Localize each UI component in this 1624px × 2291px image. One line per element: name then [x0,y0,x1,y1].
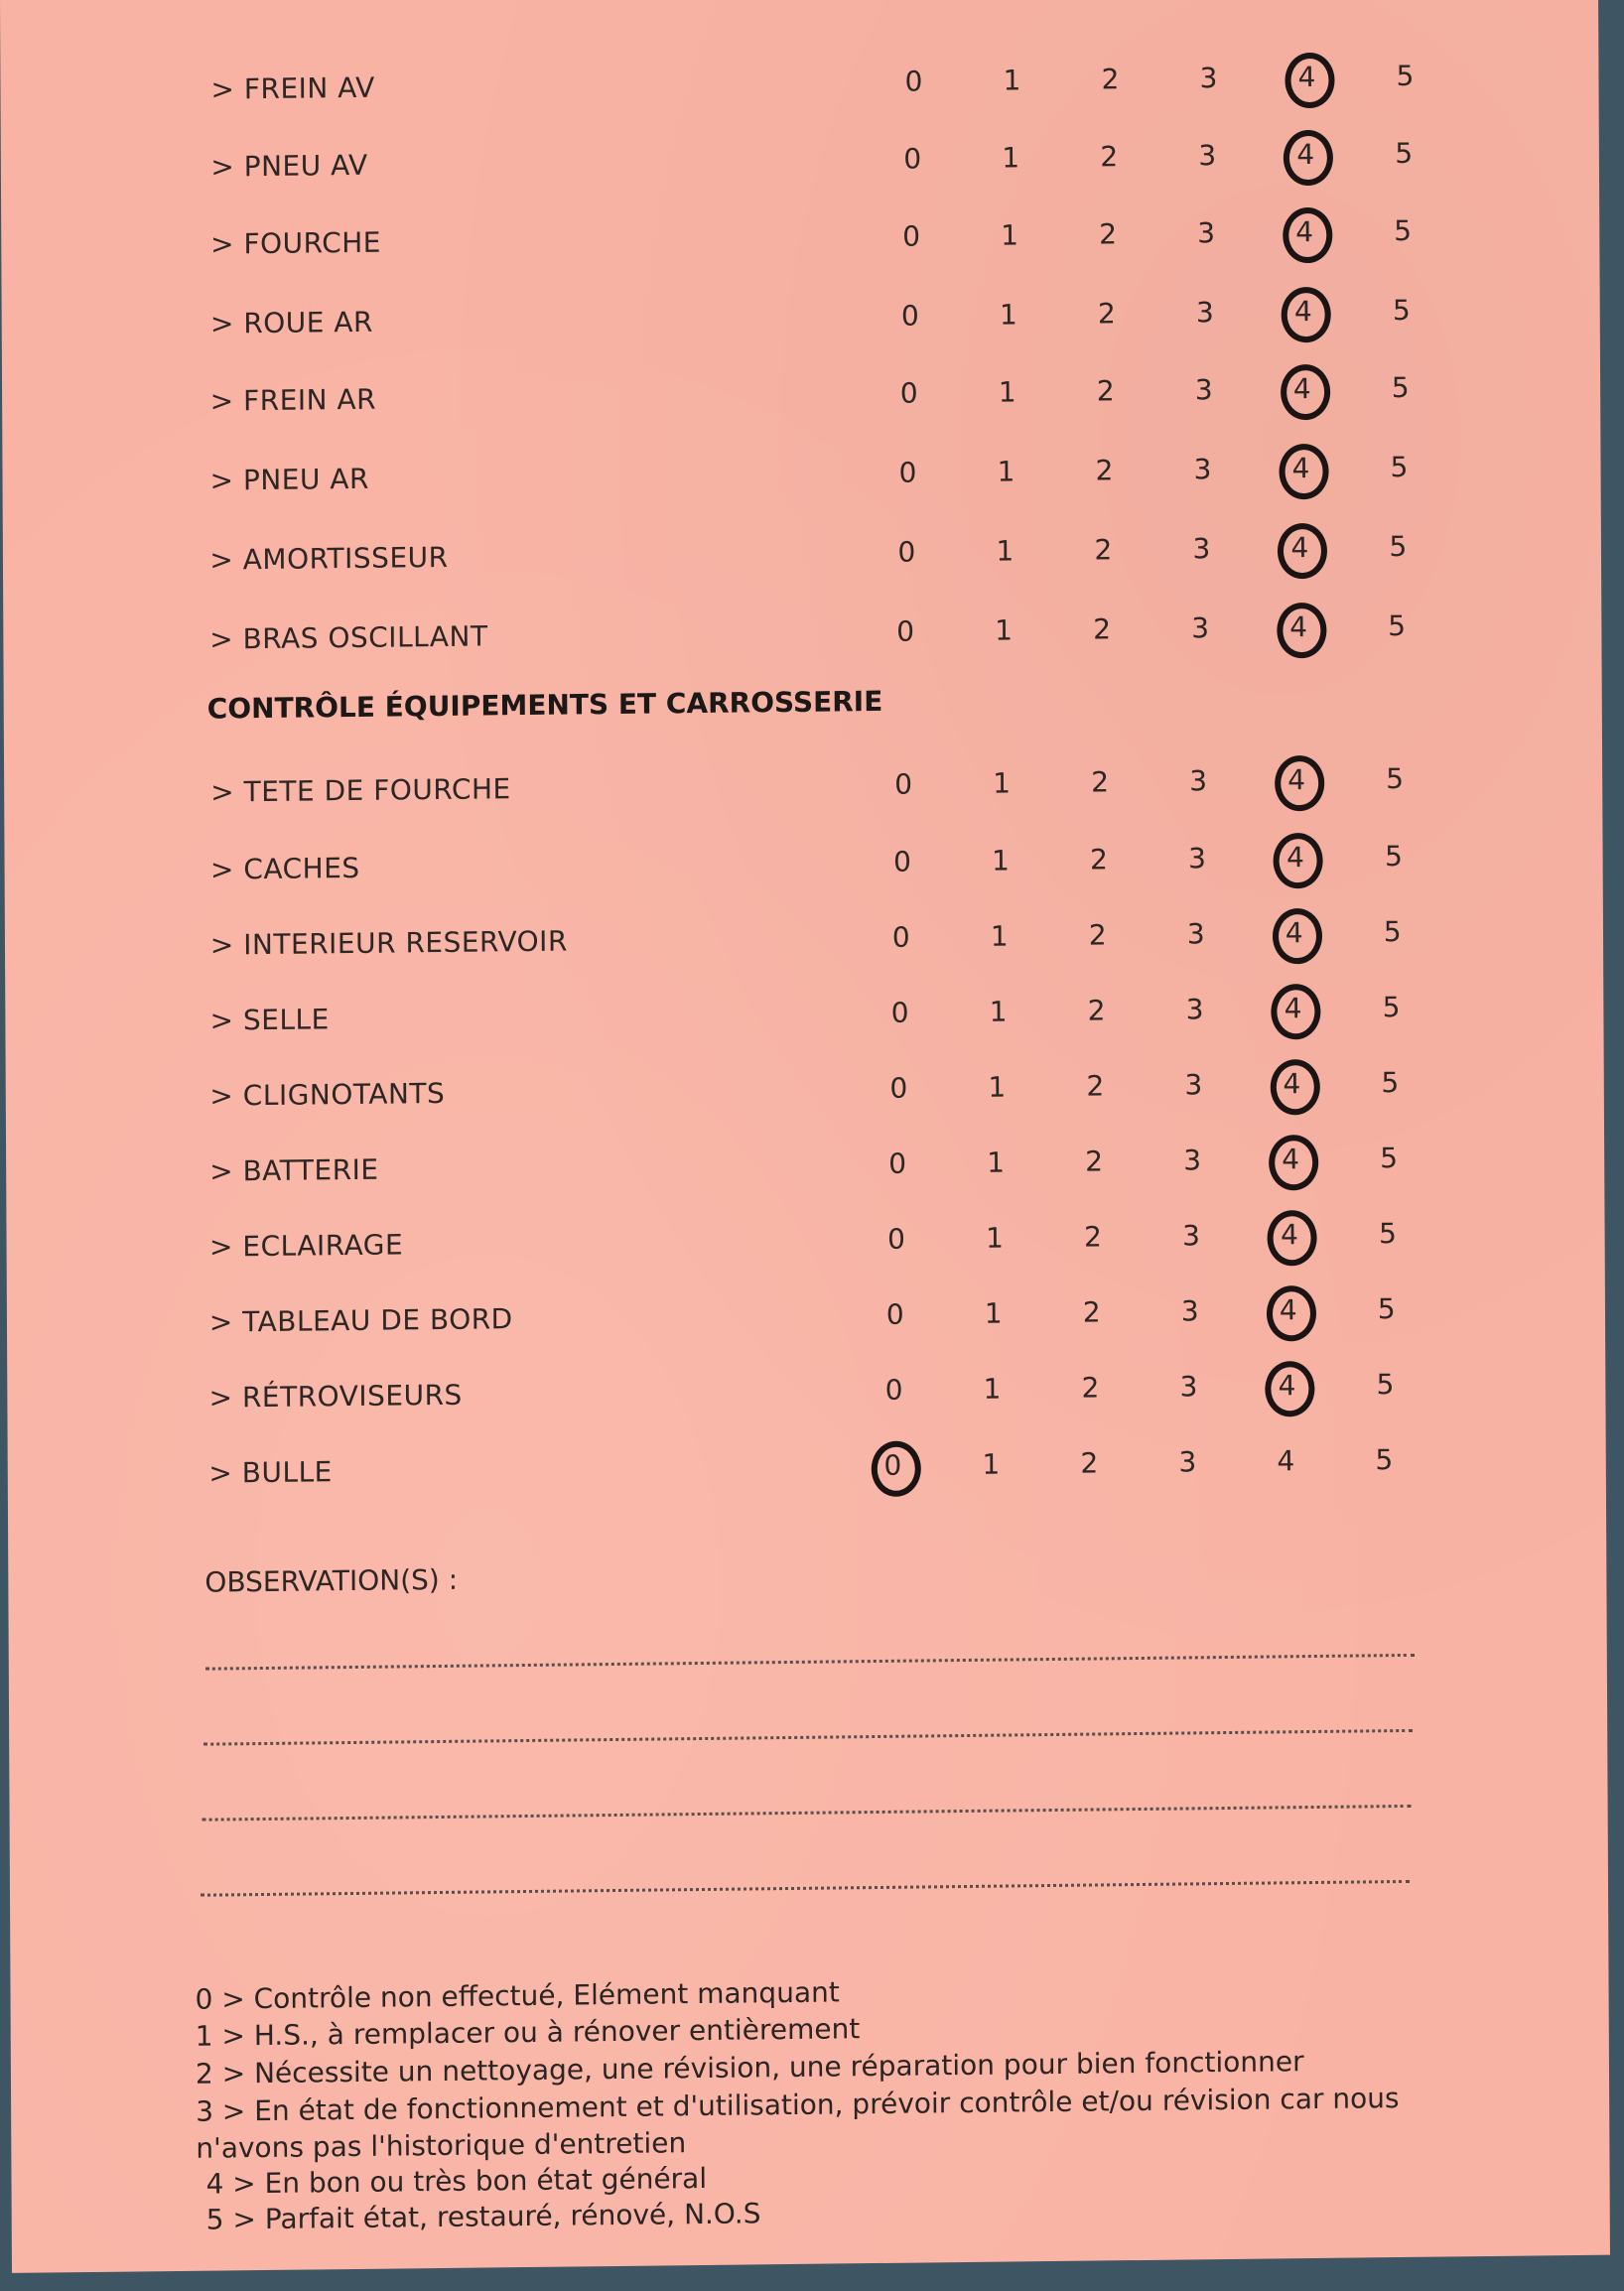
legend-line-6: 5 > Parfait état, restauré, rénové, N.O.S [205,2197,761,2236]
score-option-5[interactable]: 5 [1375,1443,1394,1477]
score-option-3[interactable]: 3 [1178,1445,1197,1479]
score-option-4[interactable]: 4 [1270,1218,1309,1251]
score-option-4[interactable]: 4 [1286,61,1326,93]
score-option-3[interactable]: 3 [1183,1144,1202,1177]
item-label: > ROUE AR [209,305,374,340]
score-option-0[interactable]: 0 [873,1449,912,1482]
score-option-5[interactable]: 5 [1396,59,1415,93]
item-label: > ECLAIRAGE [208,1228,404,1264]
item-label: > TETE DE FOURCHE [210,772,511,809]
score-option-0[interactable]: 0 [900,299,919,333]
score-option-0[interactable]: 0 [894,767,913,801]
rating-row [5,907,1603,975]
score-option-0[interactable]: 0 [896,614,915,648]
observation-line-1[interactable] [205,1654,1415,1671]
item-label: > FOURCHE [210,225,382,261]
score-option-1[interactable]: 1 [982,1447,1001,1481]
score-option-3[interactable]: 3 [1179,1370,1198,1404]
rating-row [5,983,1603,1050]
legend-line-3: 3 > En état de fonctionnement et d'utilisation, prévoir contrôle et/ou révision car nous [196,2082,1400,2128]
score-option-0[interactable]: 0 [892,845,911,878]
observation-line-4[interactable] [201,1880,1410,1897]
score-option-4[interactable]: 4 [1284,295,1323,328]
score-option-5[interactable]: 5 [1384,839,1403,874]
score-option-1[interactable]: 1 [993,766,1012,800]
score-option-2[interactable]: 2 [1101,63,1120,96]
score-option-4[interactable]: 4 [1277,1444,1295,1478]
score-option-4[interactable]: 4 [1272,1067,1311,1100]
score-option-1[interactable]: 1 [988,1070,1007,1104]
item-label: > AMORTISSEUR [209,540,449,577]
score-option-5[interactable]: 5 [1377,1292,1396,1326]
section-title-equipements: CONTRÔLE ÉQUIPEMENTS ET CARROSSERIE [206,684,883,726]
score-option-5[interactable]: 5 [1382,991,1401,1024]
score-option-2[interactable]: 2 [1081,1371,1100,1405]
observation-line-3[interactable] [203,1805,1412,1821]
score-option-1[interactable]: 1 [990,919,1009,953]
item-label: > CACHES [209,851,360,886]
legend-line-5: 4 > En bon ou très bon état général [205,2161,708,2201]
item-label: > INTERIEUR RESERVOIR [209,924,568,962]
score-option-0[interactable]: 0 [888,1146,907,1180]
score-option-0[interactable]: 0 [902,219,921,253]
score-option-2[interactable]: 2 [1097,297,1116,331]
item-label: > CLIGNOTANTS [209,1076,446,1113]
score-option-1[interactable]: 1 [1002,141,1020,175]
rating-row [0,52,1598,119]
observations-label: OBSERVATION(S) : [204,1562,459,1599]
score-option-0[interactable]: 0 [886,1222,905,1256]
score-option-1[interactable]: 1 [999,298,1017,332]
score-option-0[interactable]: 0 [899,376,918,410]
score-option-2[interactable]: 2 [1082,1295,1101,1329]
rating-row [6,1209,1604,1277]
score-option-3[interactable]: 3 [1185,993,1204,1026]
score-option-0[interactable]: 0 [891,920,910,954]
item-label: > PNEU AR [209,462,370,497]
rating-row [2,443,1600,510]
score-option-3[interactable]: 3 [1186,917,1205,951]
score-option-4[interactable]: 4 [1275,916,1314,949]
score-option-2[interactable]: 2 [1091,765,1110,799]
score-option-5[interactable]: 5 [1388,608,1407,643]
item-label: > BULLE [208,1455,333,1490]
rating-row [2,286,1600,353]
legend-line-0: 0 > Contrôle non effectué, Elément manquant [195,1975,840,2016]
score-option-3[interactable]: 3 [1189,764,1208,798]
score-option-2[interactable]: 2 [1093,612,1112,646]
item-label: > RÉTROVISEURS [208,1378,463,1415]
item-label: > SELLE [209,1003,330,1037]
score-option-5[interactable]: 5 [1389,529,1408,564]
score-option-1[interactable]: 1 [998,375,1016,409]
score-option-5[interactable]: 5 [1381,1066,1400,1100]
score-option-1[interactable]: 1 [995,613,1014,647]
score-option-2[interactable]: 2 [1088,918,1107,952]
score-option-0[interactable]: 0 [904,65,923,98]
score-option-4[interactable]: 4 [1276,841,1315,874]
score-option-2[interactable]: 2 [1085,1145,1104,1178]
score-option-3[interactable]: 3 [1181,1219,1200,1253]
score-option-3[interactable]: 3 [1197,216,1216,250]
rating-row [4,832,1602,899]
score-option-4[interactable]: 4 [1286,138,1325,171]
score-option-4[interactable]: 4 [1283,372,1322,405]
item-label: > PNEU AV [210,148,368,184]
item-label: > FREIN AR [209,382,377,418]
rating-row [2,363,1600,431]
score-option-2[interactable]: 2 [1096,374,1115,408]
score-option-2[interactable]: 2 [1099,217,1118,251]
rating-row [1,206,1599,274]
score-option-3[interactable]: 3 [1193,453,1212,486]
score-option-1[interactable]: 1 [996,534,1015,568]
legend-line-1: 1 > H.S., à remplacer ou à rénover entièrement [195,2012,861,2053]
score-option-0[interactable]: 0 [903,142,922,176]
rating-row [7,1360,1605,1427]
score-option-2[interactable]: 2 [1080,1446,1099,1480]
score-option-2[interactable]: 2 [1100,140,1119,174]
score-option-4[interactable]: 4 [1271,1143,1310,1175]
score-option-3[interactable]: 3 [1199,62,1218,95]
score-option-3[interactable]: 3 [1198,139,1217,173]
rating-row [4,754,1602,822]
score-option-3[interactable]: 3 [1180,1294,1199,1328]
rating-row [6,1058,1604,1126]
score-option-3[interactable]: 3 [1191,611,1210,645]
score-option-0[interactable]: 0 [889,1071,908,1105]
score-option-5[interactable]: 5 [1378,1217,1397,1251]
score-option-5[interactable]: 5 [1392,293,1411,328]
score-option-0[interactable]: 0 [890,996,909,1029]
rating-row [3,522,1601,590]
score-option-2[interactable]: 2 [1087,994,1106,1027]
score-option-4[interactable]: 4 [1280,531,1319,564]
rating-row [1,129,1599,197]
score-option-2[interactable]: 2 [1095,454,1114,487]
score-option-3[interactable]: 3 [1195,296,1214,330]
legend-line-2: 2 > Nécessite un nettoyage, une révision, une réparation pour bien fonctionner [195,2045,1304,2090]
rating-row [7,1284,1605,1352]
score-option-5[interactable]: 5 [1386,761,1405,796]
score-option-3[interactable]: 3 [1192,532,1211,566]
rating-row [8,1435,1606,1503]
score-option-0[interactable]: 0 [884,1373,903,1407]
score-option-5[interactable]: 5 [1391,370,1410,405]
score-option-1[interactable]: 1 [984,1296,1003,1330]
score-option-5[interactable]: 5 [1394,213,1413,248]
score-option-1[interactable]: 1 [989,995,1008,1028]
score-option-0[interactable]: 0 [885,1297,904,1331]
score-option-1[interactable]: 1 [983,1372,1002,1406]
score-option-1[interactable]: 1 [991,844,1010,877]
legend-line-4: n'avons pas l'historique d'entretien [196,2126,687,2165]
item-label: > BATTERIE [209,1152,379,1188]
rating-row [6,1134,1604,1201]
score-option-4[interactable]: 4 [1273,992,1312,1024]
score-option-1[interactable]: 1 [997,455,1015,488]
score-option-4[interactable]: 4 [1269,1293,1308,1326]
score-option-3[interactable]: 3 [1194,373,1213,407]
score-option-2[interactable]: 2 [1094,533,1113,567]
score-option-1[interactable]: 1 [985,1221,1004,1255]
item-label: > FREIN AV [210,70,375,106]
score-option-4[interactable]: 4 [1277,763,1316,796]
score-option-3[interactable]: 3 [1184,1068,1203,1102]
score-option-0[interactable]: 0 [898,456,917,489]
observation-line-2[interactable] [203,1729,1413,1746]
item-label: > BRAS OSCILLANT [209,619,488,656]
score-option-0[interactable]: 0 [897,535,916,569]
item-label: > TABLEAU DE BORD [208,1302,513,1339]
score-option-5[interactable]: 5 [1380,1142,1399,1175]
score-option-5[interactable]: 5 [1395,136,1414,171]
rating-row [3,602,1601,669]
score-option-3[interactable]: 3 [1187,842,1206,876]
score-option-5[interactable]: 5 [1383,914,1402,949]
score-option-2[interactable]: 2 [1083,1220,1102,1254]
score-option-4[interactable]: 4 [1285,215,1324,248]
score-option-4[interactable]: 4 [1281,452,1320,484]
score-option-2[interactable]: 2 [1089,843,1108,876]
score-option-5[interactable]: 5 [1390,450,1409,484]
score-option-1[interactable]: 1 [1003,64,1021,97]
score-option-4[interactable]: 4 [1267,1369,1306,1402]
score-option-1[interactable]: 1 [1001,218,1019,252]
score-option-2[interactable]: 2 [1086,1069,1105,1103]
score-option-5[interactable]: 5 [1376,1368,1395,1402]
score-option-1[interactable]: 1 [987,1146,1006,1179]
score-option-4[interactable]: 4 [1279,610,1318,643]
